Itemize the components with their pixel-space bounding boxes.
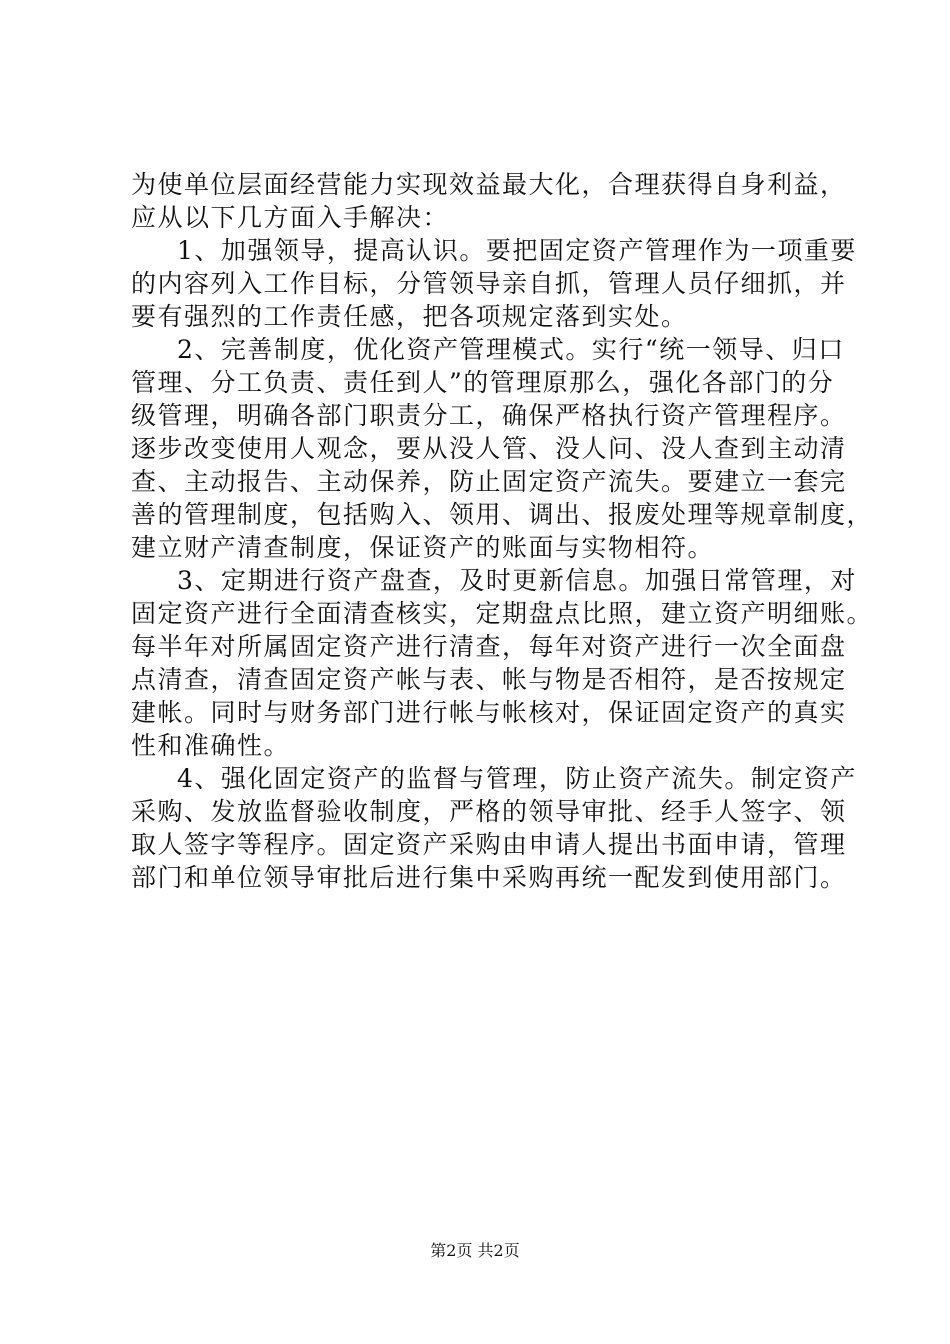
text-line: 部门和单位领导审批后进行集中采购再统一配发到使用部门。 [131, 863, 847, 892]
text-line: 性和准确性。 [131, 731, 291, 760]
text-line: 采购、发放监督验收制度，严格的领导审批、经手人签字、领 [131, 797, 847, 826]
paragraph-item-1 [131, 234, 857, 333]
text-line: 建帐。同时与财务部门进行帐与帐核对，保证固定资产的真实 [131, 698, 847, 727]
paragraph-item-4 [131, 762, 857, 894]
text-line: 每半年对所属固定资产进行清查，每年对资产进行一次全面盘 [131, 632, 847, 661]
paragraph-intro [131, 168, 847, 234]
text-line: 应从以下几方面入手解决： [131, 203, 450, 232]
text-line: 查、主动报告、主动保养，防止固定资产流失。要建立一套完 [131, 467, 847, 496]
text-line: 固定资产进行全面清查核实，定期盘点比照，建立资产明细账。 [131, 599, 874, 628]
text-line: 1、加强领导，提高认识。要把固定资产管理作为一项重要 [177, 236, 857, 265]
text-line: 善的管理制度，包括购入、领用、调出、报废处理等规章制度， [131, 500, 874, 529]
text-line: 管理、分工负责、责任到人”的管理原那么，强化各部门的分 [131, 368, 835, 397]
text-line: 4、强化固定资产的监督与管理，防止资产流失。制定资产 [177, 764, 857, 793]
document-body [131, 168, 874, 894]
text-line: 3、定期进行资产盘查，及时更新信息。加强日常管理，对 [177, 566, 857, 595]
text-line: 的内容列入工作目标，分管领导亲自抓，管理人员仔细抓，并 [131, 269, 847, 298]
text-line: 2、完善制度，优化资产管理模式。实行“统一领导、归口 [177, 335, 845, 364]
text-line: 级管理，明确各部门职责分工，确保严格执行资产管理程序。 [131, 401, 847, 430]
text-line: 取人签字等程序。固定资产采购由申请人提出书面申请，管理 [131, 830, 847, 859]
text-line: 建立财产清查制度，保证资产的账面与实物相符。 [131, 533, 715, 562]
text-line: 为使单位层面经营能力实现效益最大化，合理获得自身利益， [131, 170, 847, 199]
paragraph-item-3 [131, 564, 874, 762]
text-line: 点清查，清查固定资产帐与表、帐与物是否相符，是否按规定 [131, 665, 847, 694]
text-line: 要有强烈的工作责任感，把各项规定落到实处。 [131, 302, 688, 331]
paragraph-item-2 [131, 333, 874, 564]
page-number-footer: 第2页 共2页 [430, 1241, 520, 1260]
text-line: 逐步改变使用人观念，要从没人管、没人问、没人查到主动清 [131, 434, 847, 463]
